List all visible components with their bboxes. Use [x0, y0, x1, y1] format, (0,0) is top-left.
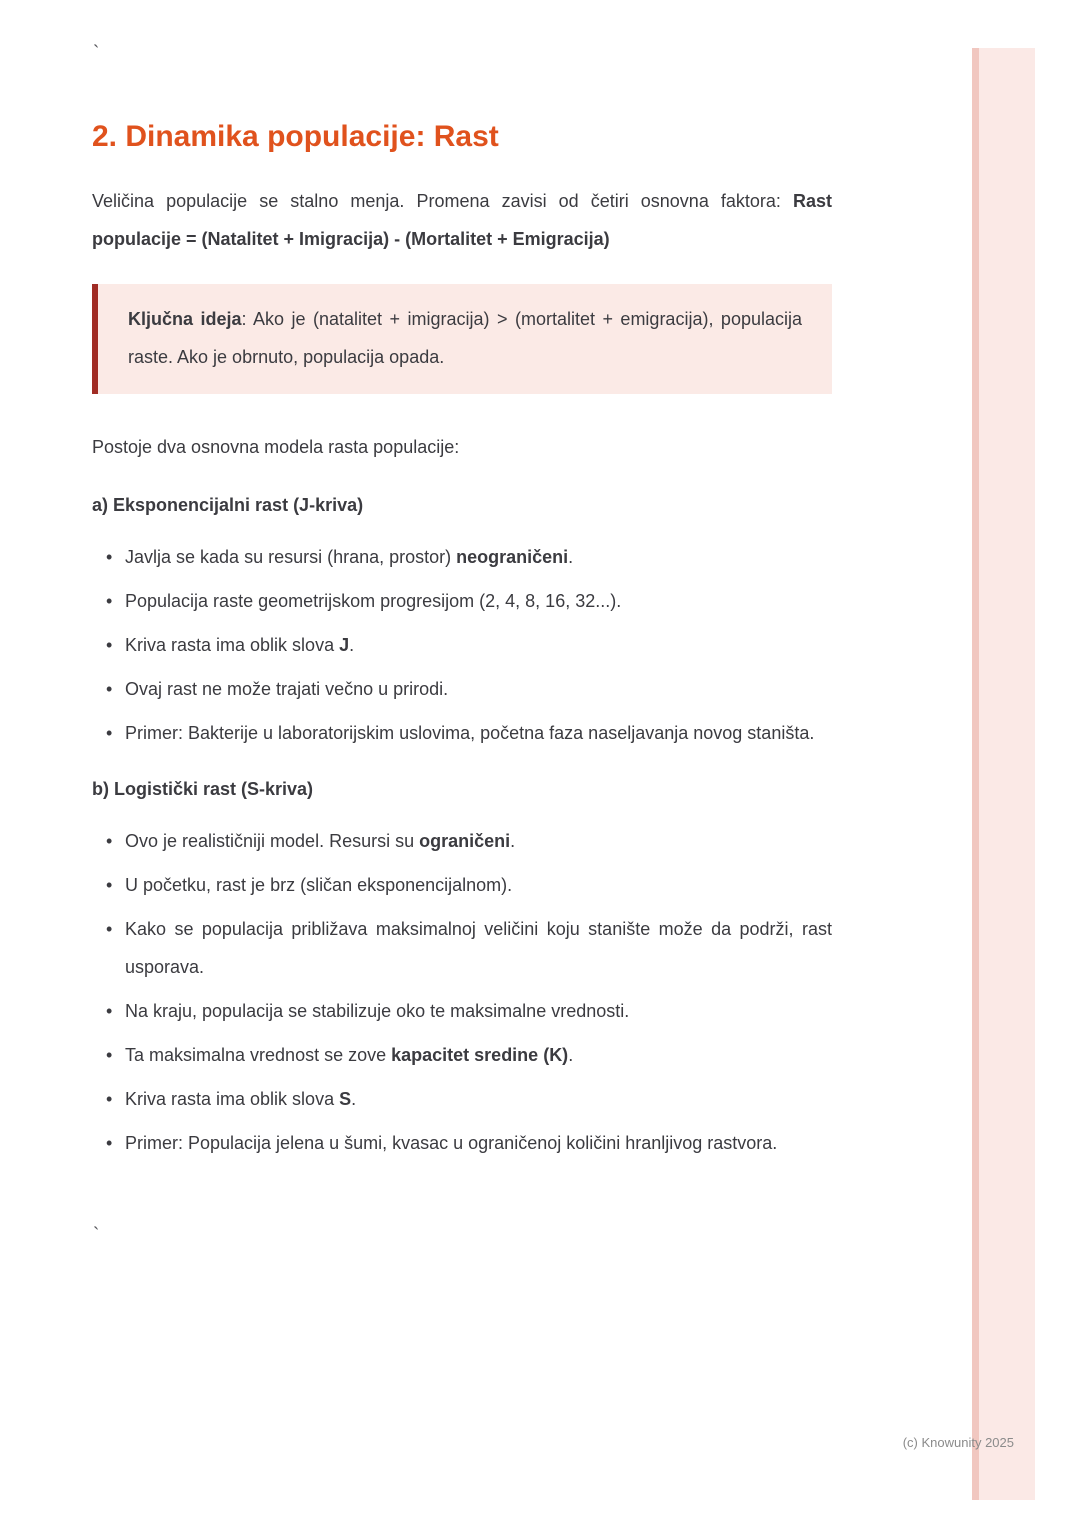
bullet-item: • Primer: Bakterije u laboratorijskim uslovima, početna faza naseljavanja novog staništa. [125, 714, 832, 752]
section-b-list [92, 822, 832, 1162]
page-edge-decoration [972, 48, 1035, 1500]
bullet-item: • Ovo je realističniji model. Resursi su ograničeni. [125, 822, 832, 860]
bullet-item: • Kriva rasta ima oblik slova S. [125, 1080, 832, 1118]
stray-backtick-bottom: ` [93, 1225, 100, 1246]
bullet-item: • Kriva rasta ima oblik slova J. [125, 626, 832, 664]
document-content [92, 0, 832, 1178]
models-intro-paragraph: Postoje dva osnovna modela rasta populacije: [92, 437, 460, 457]
key-idea-callout [92, 284, 832, 394]
intro-paragraph: Veličina populacije se stalno menja. Promena zavisi od četiri osnovna faktora: Rast populacije = (Natalitet + Imigracija) - (Mortalitet + Emigracija) [92, 191, 832, 249]
copyright-footer: (c) Knowunity 2025 [902, 1435, 1014, 1450]
page-title: 2. Dinamika populacije: Rast [92, 120, 499, 153]
bullet-item: • U početku, rast je brz (sličan eksponencijalnom). [125, 866, 832, 904]
section-b-heading: b) Logistički rast (S-kriva) [92, 779, 314, 799]
section-a-list [92, 538, 832, 752]
section-a-heading: a) Eksponencijalni rast (J-kriva) [92, 495, 364, 515]
bullet-item: • Na kraju, populacija se stabilizuje oko te maksimalne vrednosti. [125, 992, 832, 1030]
bullet-item: • Populacija raste geometrijskom progresijom (2, 4, 8, 16, 32...). [125, 582, 832, 620]
stray-backtick-top: ` [93, 43, 100, 64]
bullet-item: • Kako se populacija približava maksimalnoj veličini koju stanište može da podrži, rast usporava. [125, 910, 832, 986]
bullet-item: • Ta maksimalna vrednost se zove kapacitet sredine (K). [125, 1036, 832, 1074]
bullet-item: • Ovaj rast ne može trajati večno u prirodi. [125, 670, 832, 708]
bullet-item: • Javlja se kada su resursi (hrana, prostor) neograničeni. [125, 538, 832, 576]
bullet-item: • Primer: Populacija jelena u šumi, kvasac u ograničenoj količini hranljivog rastvora. [125, 1124, 832, 1162]
key-idea-text: Ključna ideja: Ako je (natalitet + imigracija) > (mortalitet + emigracija), populacija raste. Ako je obrnuto, populacija opada. [128, 309, 802, 367]
